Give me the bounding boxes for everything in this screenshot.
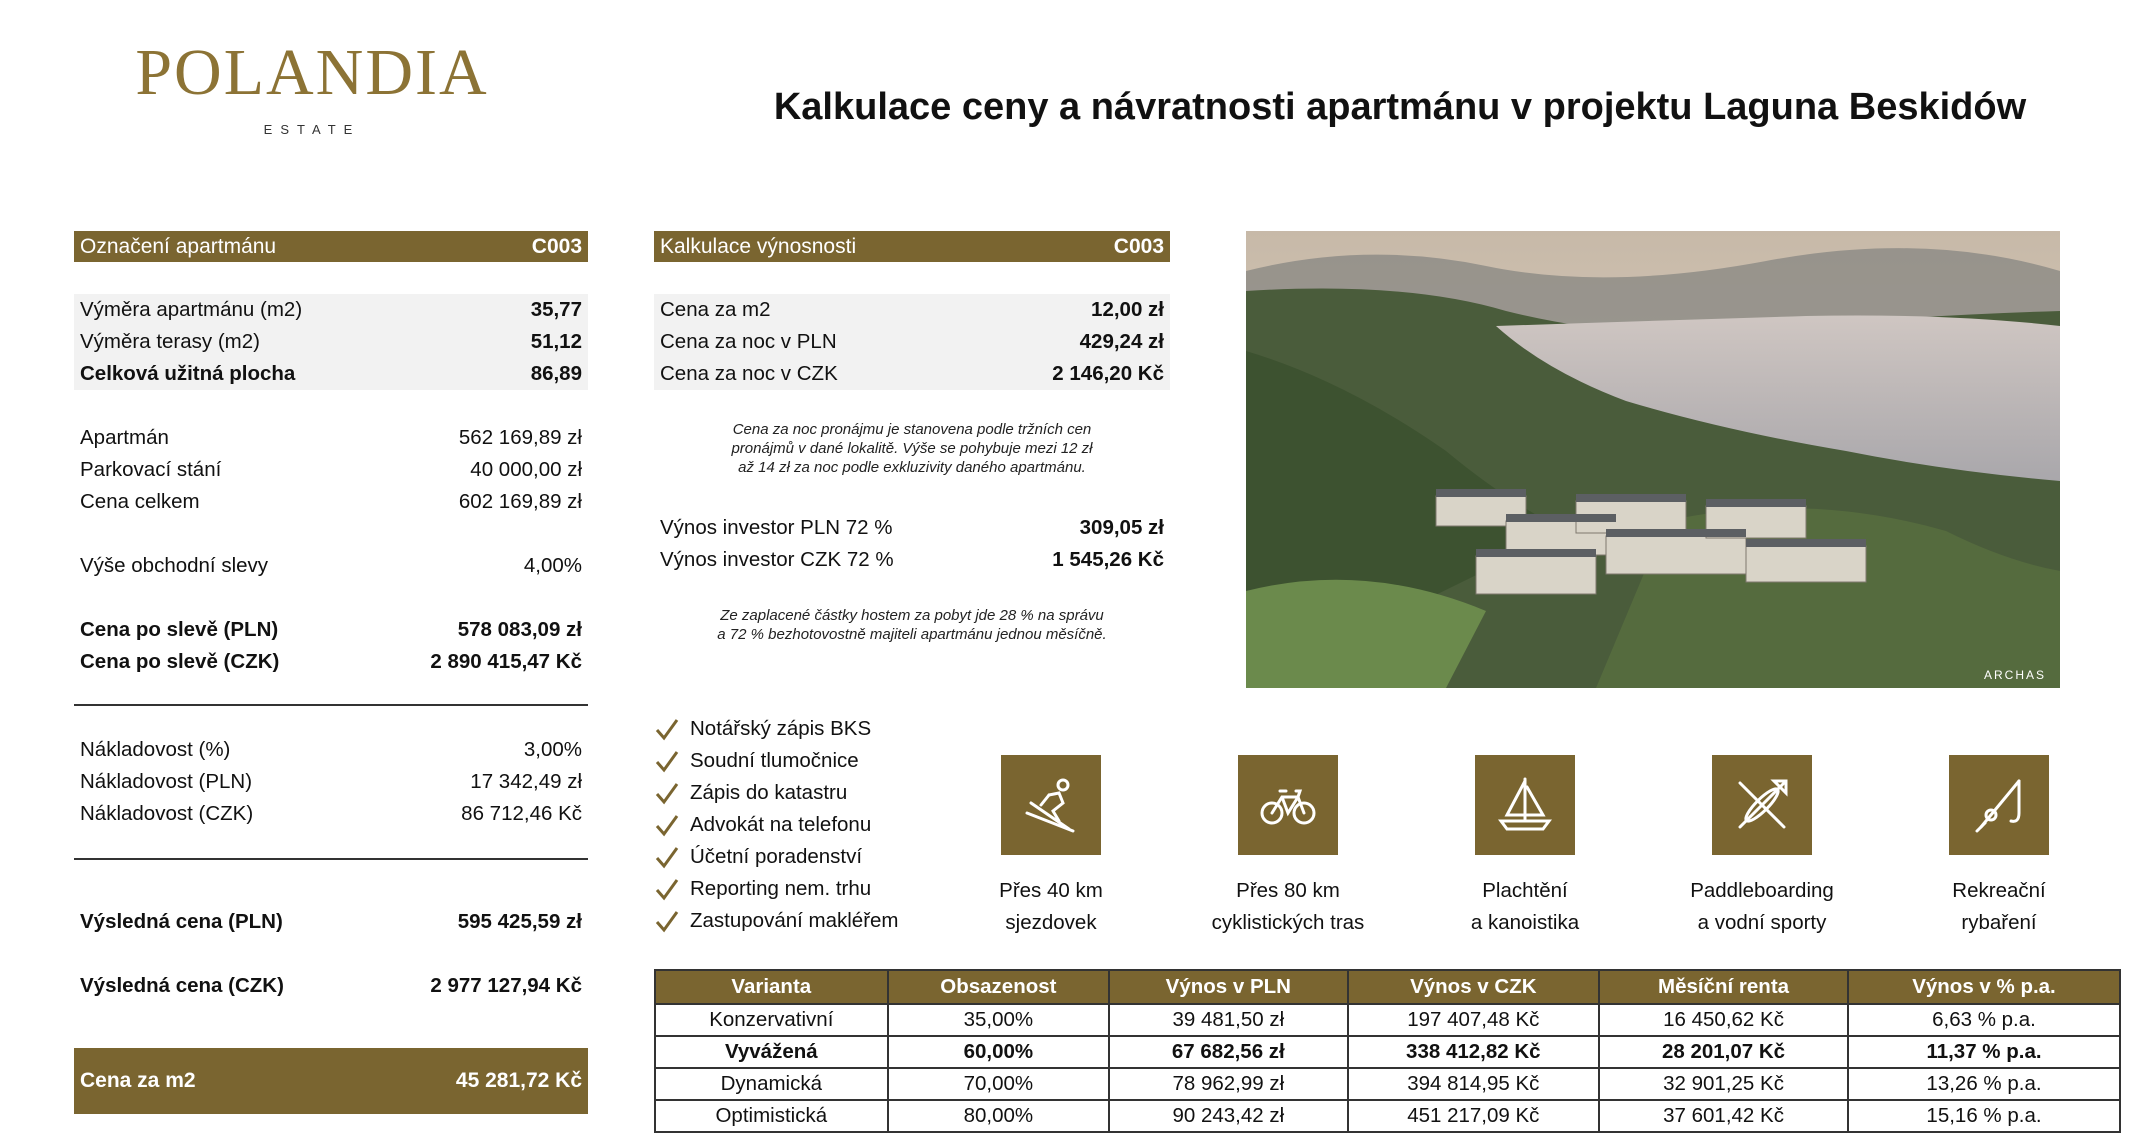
table-cell: 6,63 % p.a. (1848, 1004, 2120, 1036)
table-cell: 28 201,07 Kč (1599, 1036, 1848, 1068)
services-checklist (654, 713, 954, 937)
amenity-line: a kanoistika (1470, 911, 1580, 934)
row-value: 429,24 zł (1079, 330, 1164, 353)
row-value: 578 083,09 zł (457, 618, 582, 641)
area-row (74, 294, 588, 326)
table-cell: Optimistická (655, 1100, 888, 1132)
checklist-label: Zápis do katastru (690, 781, 848, 804)
payout-note (654, 606, 1170, 644)
table-cell: 90 243,42 zł (1109, 1100, 1347, 1132)
table-row (655, 1068, 2120, 1100)
checklist-label: Notářský zápis BKS (690, 717, 872, 740)
checklist-label: Advokát na telefonu (690, 813, 872, 836)
amenity-line: sjezdovek (1005, 911, 1097, 934)
checklist-label: Soudní tlumočnice (690, 749, 859, 772)
brand-logo-subtitle: ESTATE (263, 122, 361, 137)
note-line: až 14 zł za noc podle exkluzivity daného apartmánu. (738, 459, 1086, 476)
row-label: Cena celkem (80, 490, 200, 513)
row-value: 2 890 415,47 Kč (430, 650, 582, 673)
table-cell: 67 682,56 zł (1109, 1036, 1347, 1068)
row-value: 35,77 (530, 298, 582, 321)
row-value: 309,05 zł (1079, 516, 1164, 539)
investor-row (654, 544, 1170, 576)
row-label: Výše obchodní slevy (80, 554, 269, 577)
row-label: Nákladovost (%) (80, 738, 231, 761)
table-cell: 70,00% (888, 1068, 1110, 1100)
table-cell: 16 450,62 Kč (1599, 1004, 1848, 1036)
column-header: Měsíční renta (1599, 970, 1848, 1004)
table-cell: 35,00% (888, 1004, 1110, 1036)
yield-header (654, 231, 1170, 262)
yield-header-label: Kalkulace výnosnosti (660, 235, 857, 258)
row-value: 86,89 (530, 362, 582, 385)
row-value: 45 281,72 Kč (455, 1069, 582, 1092)
brand-logo: POLANDIA (135, 36, 489, 109)
price-row (74, 486, 588, 518)
row-label: Cena za noc v CZK (660, 362, 838, 385)
amenity-line: Rekreační (1952, 879, 2046, 902)
note-line: Cena za noc pronájmu je stanovena podle tržních cen (732, 421, 1092, 438)
table-cell: Konzervativní (655, 1004, 888, 1036)
table-cell: 197 407,48 Kč (1348, 1004, 1600, 1036)
amenity-line: cyklistických tras (1211, 911, 1365, 934)
table-cell: 32 901,25 Kč (1599, 1068, 1848, 1100)
checkmark-icon (654, 812, 680, 838)
photo-credit: ARCHAS (1983, 668, 2046, 682)
cost-row (74, 766, 588, 798)
row-label: Cena za m2 (80, 1069, 196, 1092)
amenity-paddleboarding (1662, 755, 1862, 939)
checklist-label: Účetní poradenství (690, 845, 863, 868)
row-value: 602 169,89 zł (458, 490, 582, 513)
row-label: Výsledná cena (PLN) (80, 910, 283, 933)
amenity-fishing (1899, 755, 2099, 939)
area-row-total (74, 358, 588, 390)
checklist-item (654, 905, 954, 937)
table-cell: 60,00% (888, 1036, 1110, 1068)
amenity-label (1425, 875, 1625, 939)
row-value: 595 425,59 zł (457, 910, 582, 933)
table-cell: 39 481,50 zł (1109, 1004, 1347, 1036)
note-line: a 72 % bezhotovostně majiteli apartmánu jednou měsíčně. (717, 626, 1107, 643)
cost-row (74, 798, 588, 830)
note-line: Ze zaplacené částky hostem za pobyt jde 28 % na správu (720, 607, 1104, 624)
final-price-czk-row (74, 970, 588, 1002)
cost-row (74, 734, 588, 766)
column-header: Obsazenost (888, 970, 1110, 1004)
apartment-code: C003 (531, 235, 582, 258)
row-label: Nákladovost (PLN) (80, 770, 253, 793)
checkmark-icon (654, 748, 680, 774)
table-cell: 78 962,99 zł (1109, 1068, 1347, 1100)
sailboat-icon (1475, 755, 1575, 855)
table-cell: Dynamická (655, 1068, 888, 1100)
row-value: 40 000,00 zł (470, 458, 582, 481)
row-label: Apartmán (80, 426, 169, 449)
row-label: Cena po slevě (CZK) (80, 650, 280, 673)
row-value: 3,00% (523, 738, 582, 761)
yield-row (654, 294, 1170, 326)
table-cell: 338 412,82 Kč (1348, 1036, 1600, 1068)
discounted-price-row (74, 614, 588, 646)
apartment-panel (74, 231, 588, 1114)
table-header-row (655, 970, 2120, 1004)
row-value: 17 342,49 zł (470, 770, 582, 793)
row-label: Nákladovost (CZK) (80, 802, 254, 825)
checkmark-icon (654, 876, 680, 902)
checklist-label: Zastupování makléřem (690, 909, 899, 932)
amenity-line: Paddleboarding (1690, 879, 1834, 902)
row-label: Výnos investor PLN 72 % (660, 516, 893, 539)
pricing-note (654, 420, 1170, 477)
row-value: 2 977 127,94 Kč (430, 974, 582, 997)
fishing-icon (1949, 755, 2049, 855)
yield-variants-table (654, 969, 2121, 1133)
yield-panel (654, 231, 1170, 644)
table-cell: 37 601,42 Kč (1599, 1100, 1848, 1132)
amenity-line: Přes 80 km (1236, 879, 1340, 902)
checkmark-icon (654, 844, 680, 870)
row-value: 12,00 zł (1091, 298, 1164, 321)
table-row (655, 1036, 2120, 1068)
amenity-skiing (951, 755, 1151, 939)
row-label: Výměra terasy (m2) (80, 330, 260, 353)
column-header: Varianta (655, 970, 888, 1004)
skier-icon (1001, 755, 1101, 855)
amenity-label (951, 875, 1151, 939)
bicycle-icon (1238, 755, 1338, 855)
amenity-label (1188, 875, 1388, 939)
row-value: 562 169,89 zł (458, 426, 582, 449)
paddle-icon (1712, 755, 1812, 855)
amenity-line: Přes 40 km (999, 879, 1103, 902)
row-label: Cena za noc v PLN (660, 330, 837, 353)
checklist-item (654, 745, 954, 777)
checkmark-icon (654, 716, 680, 742)
investor-row (654, 512, 1170, 544)
row-value: 86 712,46 Kč (461, 802, 582, 825)
table-cell: Vyvážená (655, 1036, 888, 1068)
note-line: pronájmů v dané lokalitě. Výše se pohybuje mezi 12 zł (731, 440, 1093, 457)
column-header: Výnos v CZK (1348, 970, 1600, 1004)
amenity-line: a vodní sporty (1697, 911, 1827, 934)
column-header: Výnos v % p.a. (1848, 970, 2120, 1004)
row-label: Výměra apartmánu (m2) (80, 298, 303, 321)
table-cell: 13,26 % p.a. (1848, 1068, 2120, 1100)
amenity-label (1662, 875, 1862, 939)
price-per-m2-banner (74, 1048, 588, 1114)
checklist-item (654, 841, 954, 873)
yield-row (654, 326, 1170, 358)
amenity-cycling (1188, 755, 1388, 939)
table-cell: 11,37 % p.a. (1848, 1036, 2120, 1068)
amenity-sailing (1425, 755, 1625, 939)
table-row (655, 1100, 2120, 1132)
row-value: 51,12 (530, 330, 582, 353)
checklist-item (654, 777, 954, 809)
table-cell: 394 814,95 Kč (1348, 1068, 1600, 1100)
final-price-pln-row (74, 906, 588, 938)
checklist-item (654, 713, 954, 745)
row-value: 1 545,26 Kč (1052, 548, 1164, 571)
row-label: Cena po slevě (PLN) (80, 618, 279, 641)
table-cell: 15,16 % p.a. (1848, 1100, 2120, 1132)
page-title: Kalkulace ceny a návratnosti apartmánu v projektu Laguna Beskidów (773, 86, 2027, 128)
checkmark-icon (654, 908, 680, 934)
table-cell: 451 217,09 Kč (1348, 1100, 1600, 1132)
row-label: Cena za m2 (660, 298, 771, 321)
row-label: Výnos investor CZK 72 % (660, 548, 894, 571)
apartment-header (74, 231, 588, 262)
row-label: Výsledná cena (CZK) (80, 974, 284, 997)
apartment-header-label: Označení apartmánu (80, 235, 277, 258)
row-label: Celková užitná plocha (80, 362, 296, 385)
yield-code: C003 (1113, 235, 1164, 258)
row-value: 4,00% (523, 554, 582, 577)
checklist-item (654, 809, 954, 841)
discounted-price-row (74, 646, 588, 678)
resort-aerial-photo (1246, 231, 2060, 688)
area-row (74, 326, 588, 358)
yield-row (654, 358, 1170, 390)
discount-row (74, 550, 588, 582)
price-row (74, 422, 588, 454)
table-cell: 80,00% (888, 1100, 1110, 1132)
amenity-label (1899, 875, 2099, 939)
checkmark-icon (654, 780, 680, 806)
checklist-item (654, 873, 954, 905)
amenity-line: rybaření (1961, 911, 2037, 934)
column-header: Výnos v PLN (1109, 970, 1347, 1004)
row-label: Parkovací stání (80, 458, 222, 481)
amenity-line: Plachtění (1482, 879, 1568, 902)
price-row (74, 454, 588, 486)
checklist-label: Reporting nem. trhu (690, 877, 872, 900)
table-row (655, 1004, 2120, 1036)
row-value: 2 146,20 Kč (1052, 362, 1164, 385)
